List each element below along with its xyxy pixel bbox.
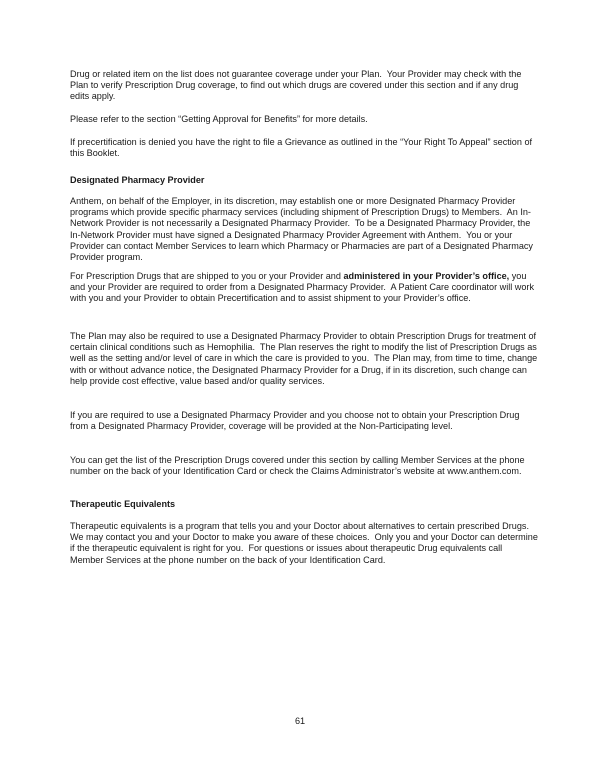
paragraph-shipped-drugs [70,271,538,305]
paragraph-intro: Drug or related item on the list does not guarantee coverage under your Plan. Your Provider may check with the Plan to verify Prescription Drug coverage, to find out which drugs are covered under this section and if any drug edits apply. [70,69,524,102]
administered-in-office-bold-phrase: administered in your Provider’s office, [343,271,510,281]
page-number: 61 [294,716,306,726]
paragraph-grievance: If precertification is denied you have the right to file a Grievance as outlined in the “Your Right To Appeal” section of this Booklet. [70,137,535,159]
paragraph-designated-programs: Anthem, on behalf of the Employer, in its discretion, may establish one or more Designated Pharmacy Provider programs which provide specific pharmacy services (including shipment of Prescription Drugs) to Members. An In-Network Provider is not necessarily a Designated Pharmacy Provider. To be a Designated Pharmacy Provider, the In-Network Provider must have signed a Designated Pharmacy Provider Agreement with Anthem. You or your Provider can contact Member Services to learn which Pharmacy or Pharmacies are part of a Designated Pharmacy Provider program. [70,196,536,263]
paragraph-shipped-drugs-lead: For Prescription Drugs that are shipped to you or your Provider and [70,271,344,281]
paragraph-getting-approval: Please refer to the section “Getting Approval for Benefits” for more details. [70,114,368,124]
paragraph-non-participating: If you are required to use a Designated Pharmacy Provider and you choose not to obtain your Prescription Drug from a Designated Pharmacy Provider, coverage will be provided at the Non-Participating level. [70,410,522,432]
paragraph-plan-modify: The Plan may also be required to use a Designated Pharmacy Provider to obtain Prescription Drugs for treatment of certain clinical conditions such as Hemophilia. The Plan reserves the right to modify the list of Prescription Drugs as well as the setting and/or level of care in which the care is provided to you. The Plan may, from time to time, change with or without advance notice, the Designated Pharmacy Provider for a Drug, if in its discretion, such change can help provide cost effective, value based and/or quality services. [70,331,540,386]
paragraph-shipped-drugs-rest: you and your Provider are required to order from a Designated Pharmacy Provider. A Patient Care coordinator will work with you and your Provider to obtain Precertification and to assist shipment to your Provider’s office. [70,271,537,304]
heading-therapeutic-equivalents: Therapeutic Equivalents [70,499,176,509]
paragraph-drug-list-contact: You can get the list of the Prescription Drugs covered under this section by calling Member Services at the phone number on the back of your Identification Card or check the Claims Administrator’s website at www.anthem.com. [70,455,528,477]
heading-designated-pharmacy-provider: Designated Pharmacy Provider [70,175,205,185]
paragraph-therapeutic-equivalents: Therapeutic equivalents is a program that tells you and your Doctor about alternatives to certain prescribed Drugs. We may contact you and your Doctor to make you aware of these choices. Only you and your Doctor can determine if the therapeutic equivalent is right for you. For questions or issues about therapeutic Drug equivalents call Member Services at the phone number on the back of your Identification Card. [70,521,541,565]
